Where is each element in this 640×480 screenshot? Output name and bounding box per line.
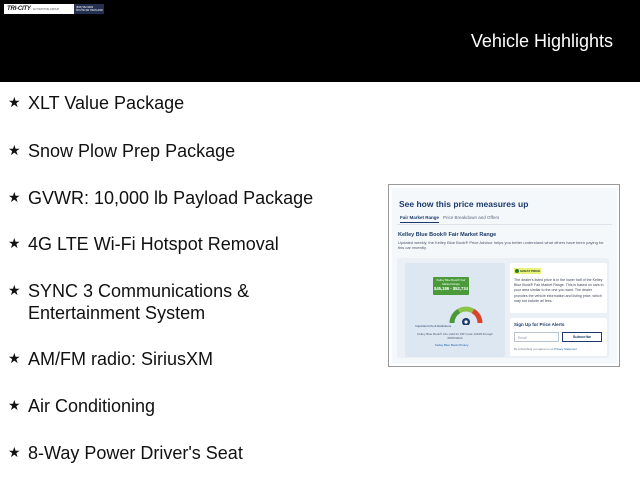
feature-text: AM/FM radio: SiriusXM	[28, 349, 214, 369]
feature-text: 4G LTE Wi-Fi Hotspot Removal	[28, 234, 279, 254]
dealer-logo[interactable]	[4, 4, 104, 14]
logo-subtext: AUTOMOTIVE GROUP	[32, 7, 60, 11]
price-gauge-icon	[449, 303, 483, 325]
star-icon: ★	[8, 444, 21, 460]
price-card	[405, 263, 505, 357]
logo-badge-line2: ROUTE 9W HIGHLAND	[76, 9, 103, 12]
feature-text: GVWR: 10,000 lb Payload Package	[28, 188, 314, 208]
feature-text: Air Conditioning	[28, 396, 156, 416]
logo-text: TRI-CITY	[7, 6, 31, 12]
feature-item	[8, 280, 288, 324]
feature-item	[8, 348, 213, 370]
kbb-description: Updated weekly, the Kelley Blue Book® Price Advisor helps you better understand what others have been paying for this car recently.	[398, 240, 604, 251]
star-icon: ★	[8, 350, 21, 366]
privacy-statement-link[interactable]: Privacy Statement	[554, 347, 577, 351]
fair-market-price-box	[433, 277, 469, 295]
star-icon: ★	[8, 235, 21, 251]
kbb-inner	[392, 188, 617, 364]
email-input[interactable]: Email	[514, 332, 559, 342]
tab-fair-market-range[interactable]: Fair Market Range	[400, 215, 439, 223]
logo-badge	[74, 4, 104, 14]
price-alert-card	[510, 318, 607, 356]
tab-price-breakdown[interactable]: Price Breakdown and Offers	[443, 215, 500, 220]
feature-item	[8, 233, 279, 255]
feature-text: XLT Value Package	[28, 93, 185, 113]
kbb-price-widget[interactable]	[388, 184, 620, 367]
subscribe-button[interactable]: Subscribe	[562, 332, 602, 342]
star-icon: ★	[8, 189, 21, 205]
feature-item	[8, 395, 155, 417]
feature-text: 8-Way Power Driver's Seat	[28, 443, 243, 463]
price-range: $45,186 - $52,734	[434, 286, 468, 291]
feature-item	[8, 92, 184, 114]
star-icon: ★	[8, 94, 21, 110]
kbb-tabs	[397, 214, 612, 225]
feature-item	[8, 140, 235, 162]
fine-print	[514, 347, 577, 351]
important-info-link[interactable]: Important Info & Definitions	[415, 324, 452, 328]
feature-item	[8, 442, 243, 464]
kbb-title: See how this price measures up	[399, 199, 529, 209]
price-indicator-icon	[515, 269, 519, 273]
kbb-range-title: Kelley Blue Book® Fair Market Range	[398, 232, 497, 238]
feature-item	[8, 187, 313, 209]
logo-badge-line1: (833) 562-9082	[76, 6, 94, 9]
great-price-description: The dealer's listed price is in the lower half of the Kelley Blue Book® Fair Market Range. This is based on cars in your area similar to the one you want. The dealer provides the vehicle information and listing price, which may not include all fees.	[514, 278, 604, 303]
feature-text: SYNC 3 Communications & Entertainment System	[28, 281, 250, 323]
fine-print-text: By subscribing you agree to our	[514, 347, 554, 351]
great-price-card	[510, 263, 607, 313]
page-title: Vehicle Highlights	[470, 31, 613, 51]
site-header	[0, 0, 640, 82]
great-price-badge	[514, 268, 541, 274]
great-price-label: GREAT PRICE	[520, 269, 541, 273]
feature-text: Snow Plow Prep Package	[28, 141, 236, 161]
price-alert-title: Sign Up for Price Alerts	[514, 322, 565, 327]
zip-validity: Kelley Blue Book® info valid for ZIP Code 12428 through 08/05/2022	[417, 332, 493, 340]
star-icon: ★	[8, 397, 21, 413]
star-icon: ★	[8, 282, 21, 298]
kbb-privacy-link[interactable]: Kelley Blue Book Privacy	[435, 343, 469, 347]
kbb-panel	[397, 258, 609, 358]
star-icon: ★	[8, 142, 21, 158]
price-label: Kelley Blue Book® Fair Market Range	[436, 278, 466, 286]
